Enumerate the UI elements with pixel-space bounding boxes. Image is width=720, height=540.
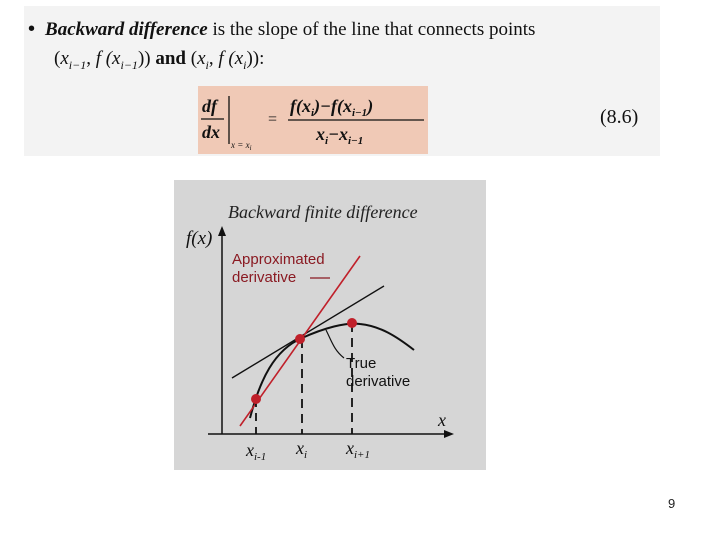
point-f2-arg: (x — [223, 48, 244, 69]
point-f1-sub: i−1 — [120, 57, 138, 72]
point-next — [347, 318, 357, 328]
text-panel — [24, 6, 660, 156]
approx-label-line2: derivative — [232, 269, 297, 286]
tick-label-next: $x_{i+1}$ — [346, 438, 370, 461]
bullet-line — [28, 16, 658, 43]
formula-equals: = — [268, 111, 278, 128]
point-prev — [251, 394, 261, 404]
formula-dx: dx — [202, 122, 220, 142]
point-x2-sub: i — [205, 57, 209, 72]
true-label-line2: derivative — [346, 373, 411, 390]
paren: ( — [190, 48, 198, 69]
point-x2: x — [197, 48, 206, 69]
formula-denominator: $x_i-x_{i-1}$ — [316, 124, 364, 147]
figure-panel — [174, 180, 486, 470]
bullet-term: Backward difference — [45, 19, 208, 40]
true-label-line1: True — [346, 355, 377, 372]
formula-numerator: $f(x_i)-f(x_{i-1})$ — [290, 96, 374, 119]
comma: , — [86, 48, 96, 69]
true-leader — [326, 330, 344, 358]
formula-eval-at: $x = x_i$ — [231, 140, 252, 152]
paren: )): — [246, 48, 265, 69]
point-x1-sub: i−1 — [68, 57, 87, 72]
bullet-text: is the slope of the line that connects points — [207, 19, 536, 40]
equation-number: (8.6) — [600, 106, 639, 128]
point-f1: f — [95, 48, 101, 69]
y-axis-label: f(x) — [186, 228, 213, 249]
point-f1-arg: (x — [100, 48, 121, 69]
formula-df: df — [202, 96, 217, 116]
figure-svg — [174, 180, 486, 470]
points-line — [54, 46, 264, 78]
approx-label-line1: Approximated — [232, 251, 325, 268]
formula-box — [198, 86, 428, 154]
y-axis-arrow-icon — [218, 226, 226, 236]
tick-label-prev: $x_{i-1}$ — [246, 440, 267, 463]
point-mid — [295, 334, 305, 344]
and-word: and — [150, 48, 191, 69]
paren: ( — [54, 48, 61, 69]
tick-label-mid: $x_i$ — [296, 438, 308, 461]
point-f2: f — [218, 48, 224, 69]
point-f2-sub: i — [243, 57, 247, 72]
page-number: 9 — [668, 496, 676, 511]
function-curve — [250, 324, 414, 418]
formula-svg — [198, 86, 428, 154]
figure-title: Backward finite difference — [228, 202, 418, 222]
x-axis-label: x — [438, 410, 446, 430]
x-axis-arrow-icon — [444, 430, 454, 438]
paren: )) — [137, 48, 151, 69]
bullet-dot-icon: • — [28, 18, 36, 40]
comma: , — [208, 48, 219, 69]
point-x1: x — [60, 48, 69, 69]
